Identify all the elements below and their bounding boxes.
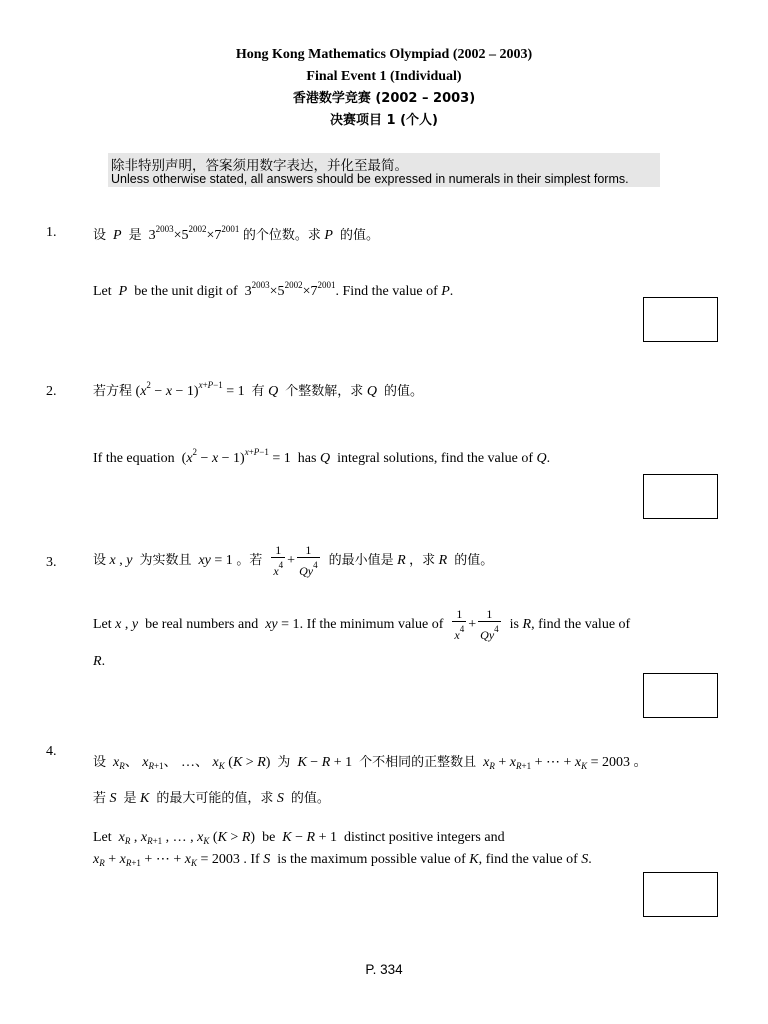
question-4-english: Let $x_R$ , $x_{R+1}$ , … , $x_K$ (K > R) be K − R + 1 distinct positive integers and	[93, 830, 505, 846]
question-4-number: 4.	[46, 744, 57, 759]
question-1-chinese: 设 P 是 $3^{2003}\times 5^{2002}\times 7^{2001}$ 的个位数。求 P 的值。	[93, 224, 379, 243]
answer-box-4[interactable]	[643, 872, 718, 917]
header-title: Hong Kong Mathematics Olympiad (2002 – 2003)	[235, 47, 533, 62]
notice-chinese: 除非特别声明，答案须用数字表达，并化至最简。	[111, 158, 408, 174]
question-2-chinese: 若方程 $(x^2 - x - 1)^{x+P-1} = 1$ 有 Q 个整数解，求 Q 的值。	[93, 380, 423, 399]
question-1-english: Let P be the unit digit of $3^{2003}\times 5^{2002}\times 7^{2001}$. Find the value of P.	[93, 280, 454, 299]
question-2-number: 2.	[46, 384, 57, 399]
question-4-chinese-cont: 若 S 是 K 的最大可能的值，求 S 的值。	[93, 791, 330, 806]
question-3-english-cont: R.	[93, 654, 106, 669]
notice-english: Unless otherwise stated, all answers should be expressed in numerals in their simplest forms.	[111, 172, 629, 186]
question-4-english-cont: $x_R + x_{R+1}$ + ⋯ + $x_K = 2003$ . If S is the maximum possible value of K, find the value of S.	[93, 852, 592, 868]
page-number: P. 334	[365, 962, 403, 977]
answer-box-3[interactable]	[643, 673, 718, 718]
answer-box-1[interactable]	[643, 297, 718, 342]
question-3-number: 3.	[46, 555, 57, 570]
header-title-chinese: 香港数学竞赛 (2002 – 2003)	[292, 91, 476, 106]
question-1-number: 1.	[46, 225, 57, 240]
question-3-chinese: 设 x , y 为实数且 xy = 1 。若 $\frac{1}{x^4}$ + $\frac{1}{Qy^4}$ 的最小值是 R ，求 R 的值。	[93, 543, 494, 578]
header-event-chinese: 决赛项目 1 (个人)	[330, 113, 438, 128]
question-2-english: If the equation $(x^2 - x - 1)^{x+P-1} = 1$ has Q integral solutions, find the value of Q.	[93, 447, 551, 466]
instructions-notice	[108, 153, 660, 187]
header-event: Final Event 1 (Individual)	[306, 69, 462, 84]
question-4-chinese: 设 $x_R$、 $x_{R+1}$、 …、 $x_K$ (K > R) 为 K − R + 1 个不相同的正整数且 $x_R + x_{R+1}$ + ⋯ + $x_K = 2003$ 。	[93, 755, 648, 771]
answer-box-2[interactable]	[643, 474, 718, 519]
question-3-english: Let x , y be real numbers and xy = 1. If the minimum value of $\frac{1}{x^4}$ + $\frac{1}{Qy^4}$ is R, find the value of	[93, 607, 631, 642]
